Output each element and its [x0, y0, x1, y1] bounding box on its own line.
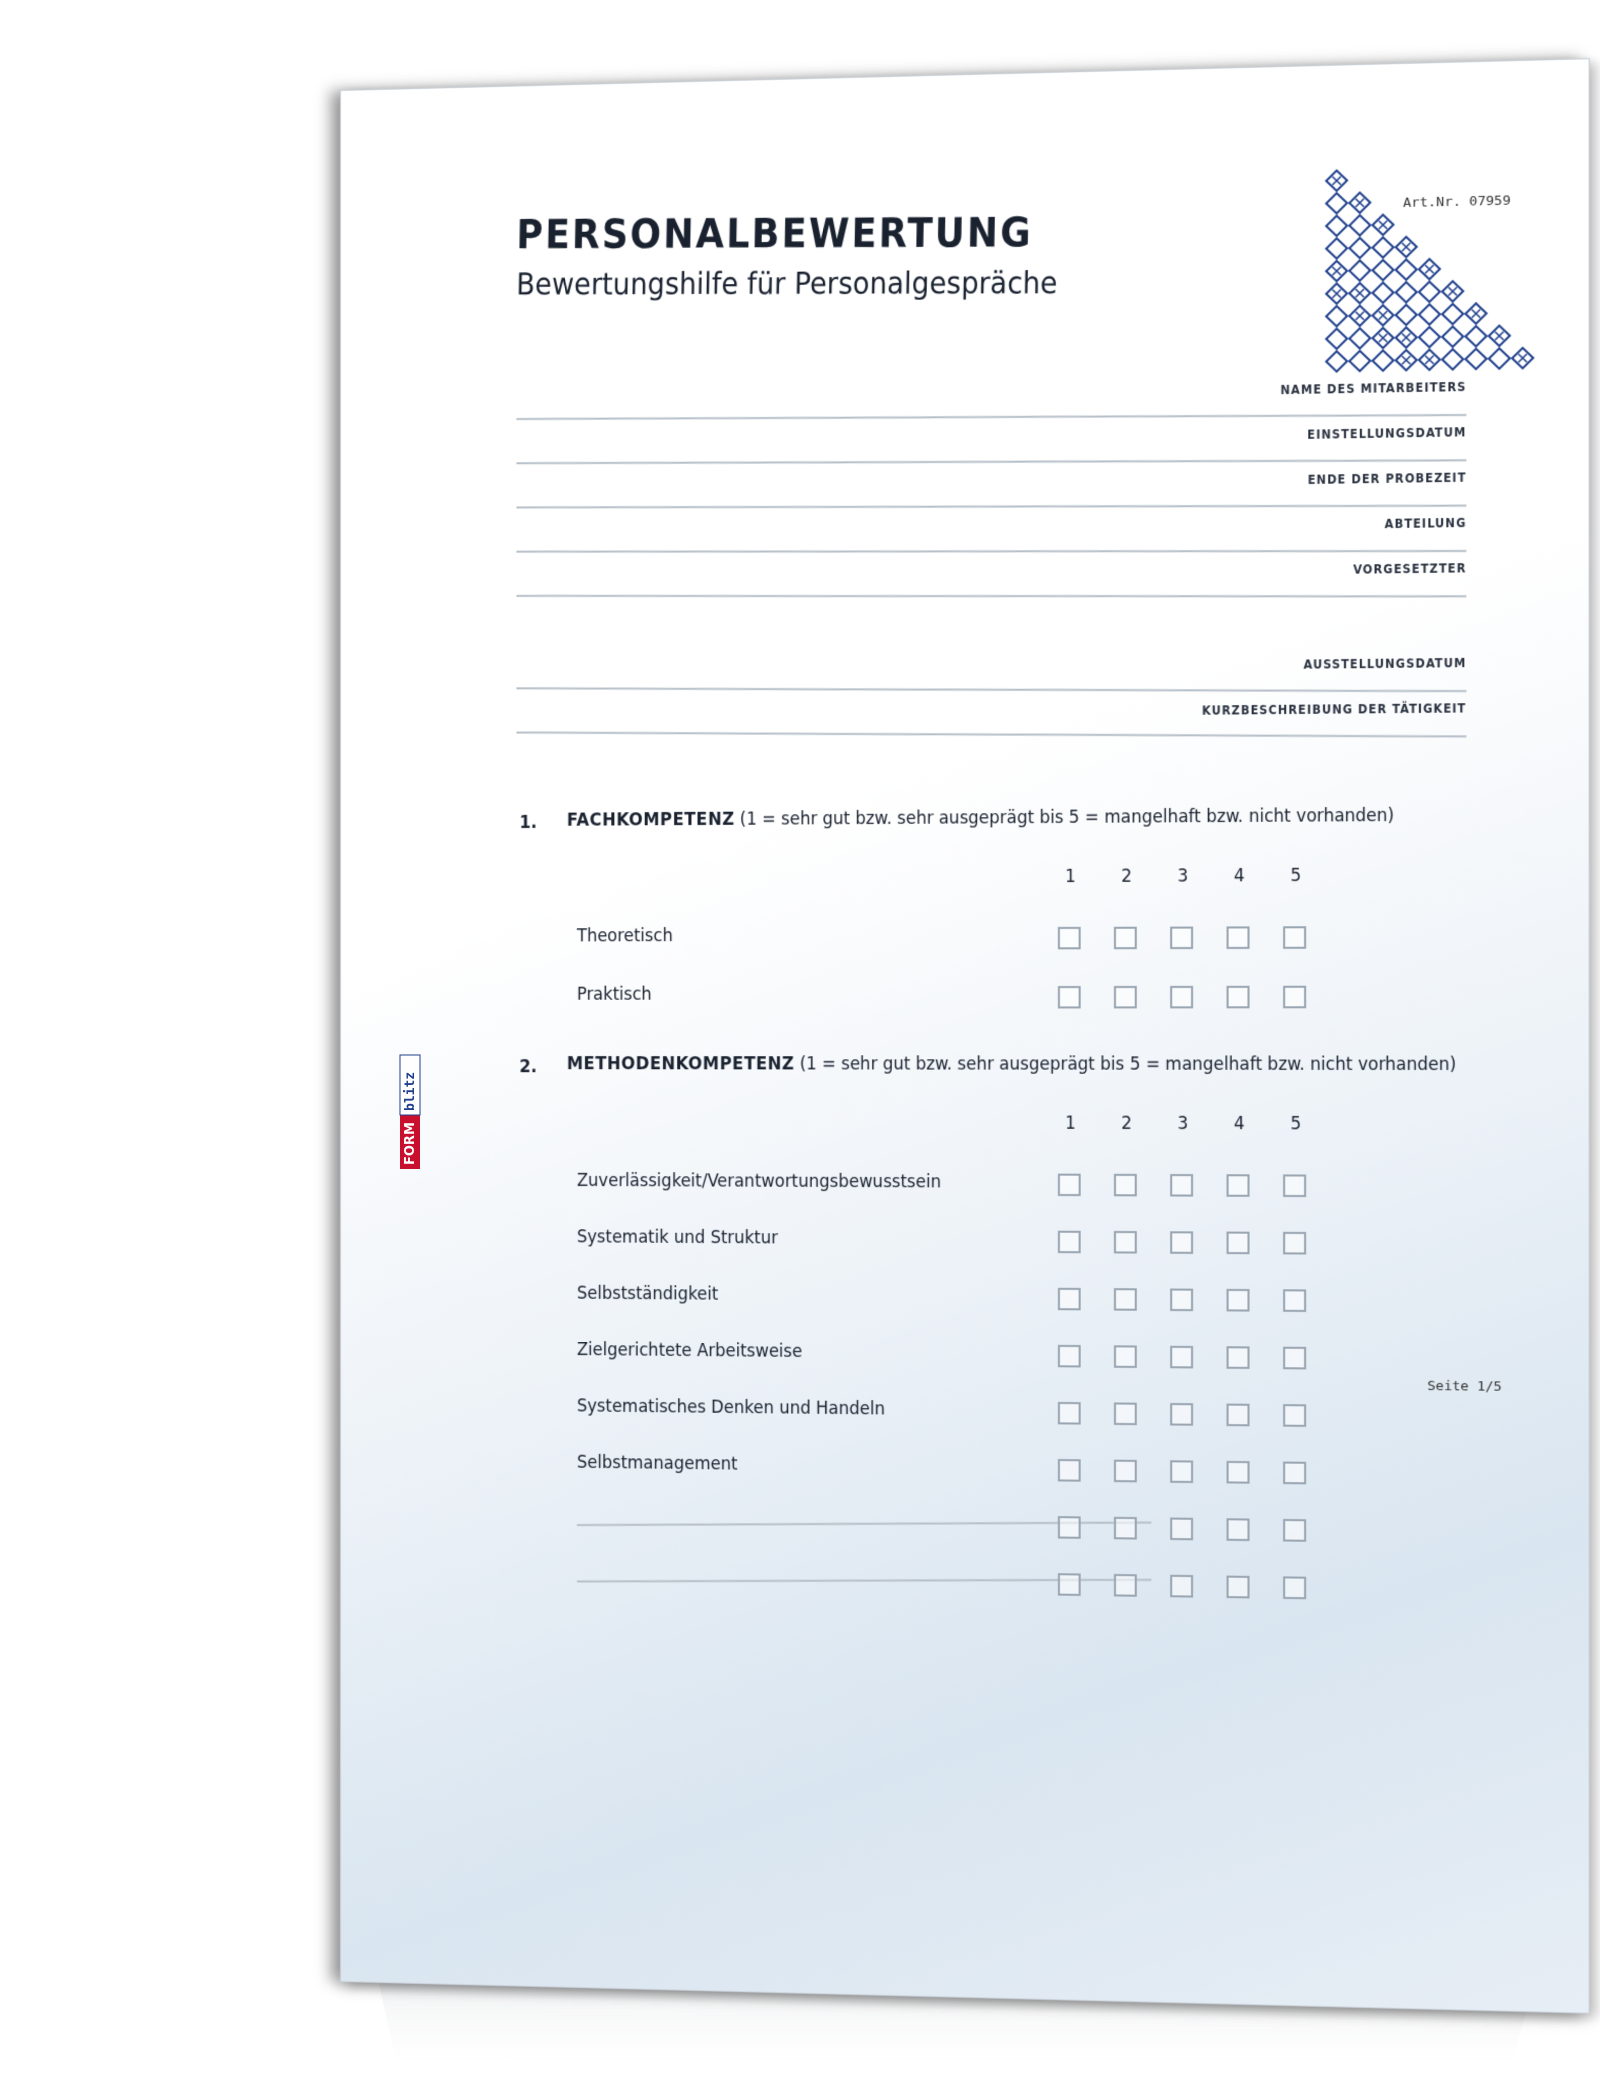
row-label: Selbstständigkeit [576, 1282, 719, 1305]
scale-2: 2 [1121, 865, 1132, 887]
rating-checkbox[interactable] [1170, 1403, 1193, 1426]
rating-checkbox[interactable] [1227, 1518, 1250, 1541]
field-label: KURZBESCHREIBUNG DER TÄTIGKEIT [1202, 701, 1467, 718]
rating-checkbox[interactable] [1283, 1404, 1306, 1427]
scale-3: 3 [1177, 1112, 1189, 1135]
scale-2: 2 [1121, 1112, 1132, 1135]
rating-checkbox[interactable] [1283, 1174, 1306, 1197]
rating-checkbox[interactable] [1114, 1517, 1137, 1540]
rating-checkbox[interactable] [1170, 1575, 1193, 1598]
scale-1: 1 [1065, 1112, 1076, 1134]
document-page [340, 58, 1590, 2014]
section-1-rows [341, 59, 1589, 2012]
rating-checkbox[interactable] [1227, 1576, 1250, 1599]
rating-checkbox[interactable] [1170, 1346, 1193, 1369]
rating-checkbox[interactable] [1058, 927, 1081, 949]
rating-checkbox[interactable] [1114, 1402, 1137, 1425]
rating-checkbox[interactable] [1058, 1459, 1081, 1482]
scale-3: 3 [1177, 865, 1189, 887]
rating-checkbox[interactable] [1114, 1574, 1137, 1597]
rating-checkbox[interactable] [1227, 926, 1250, 949]
rating-checkbox[interactable] [1058, 1231, 1081, 1254]
rating-checkbox[interactable] [1227, 1404, 1250, 1427]
document-subtitle: Bewertungshilfe für Personalgespräche [516, 265, 1058, 303]
rating-checkbox[interactable] [1227, 1289, 1250, 1312]
rating-checkbox[interactable] [1170, 1518, 1193, 1541]
rating-checkbox[interactable] [1283, 926, 1306, 949]
s1-cb [341, 59, 1589, 91]
rating-checkbox[interactable] [1058, 1288, 1081, 1311]
rating-checkbox[interactable] [1283, 1289, 1306, 1312]
logo-text-form: FORM [403, 1122, 418, 1165]
rating-checkbox[interactable] [1283, 1576, 1306, 1599]
rating-checkbox[interactable] [1227, 1461, 1250, 1484]
field-label: VORGESETZTER [1353, 561, 1467, 577]
scale-1: 1 [1065, 865, 1076, 888]
rating-checkbox[interactable] [1114, 927, 1137, 950]
rating-checkbox[interactable] [1283, 1347, 1306, 1370]
scale-4: 4 [1233, 1112, 1245, 1135]
logo-text-blitz: blitz [403, 1071, 418, 1111]
rating-checkbox[interactable] [1170, 927, 1193, 950]
scale-5: 5 [1290, 1112, 1302, 1135]
scale-4: 4 [1233, 864, 1245, 887]
row-label: Theoretisch [576, 925, 673, 947]
rating-checkbox[interactable] [1283, 986, 1306, 1009]
rating-checkbox[interactable] [1170, 1289, 1193, 1312]
rating-checkbox[interactable] [1170, 1460, 1193, 1483]
row-label: Systematisches Denken und Handeln [576, 1395, 886, 1420]
rating-checkbox[interactable] [1170, 1231, 1193, 1254]
row-label: Selbstmanagement [576, 1451, 738, 1475]
rating-checkbox[interactable] [1227, 1174, 1250, 1197]
field-label: ENDE DER PROBEZEIT [1307, 470, 1467, 488]
rating-checkbox[interactable] [1283, 1519, 1306, 1542]
rating-checkbox[interactable] [1114, 1174, 1137, 1197]
article-number: Art.Nr. 07959 [1403, 193, 1511, 212]
rating-checkbox[interactable] [1227, 1346, 1250, 1369]
field-label: EINSTELLUNGSDATUM [1307, 425, 1467, 442]
document-title: PERSONALBEWERTUNG [516, 209, 1034, 259]
section-1-number: 1. [519, 811, 537, 834]
formblitz-logo-icon [398, 1053, 424, 1171]
field-label: ABTEILUNG [1384, 515, 1467, 532]
rating-checkbox[interactable] [1283, 1462, 1306, 1485]
section-2-title: METHODENKOMPETENZ [566, 1053, 795, 1075]
rating-checkbox[interactable] [1058, 1174, 1081, 1197]
row-label: Praktisch [576, 983, 652, 1005]
rating-checkbox[interactable] [1227, 1232, 1250, 1255]
rating-checkbox[interactable] [1058, 1345, 1081, 1368]
section-2-heading [567, 1053, 1456, 1075]
rating-checkbox[interactable] [1114, 1288, 1137, 1311]
rating-checkbox[interactable] [1114, 1345, 1137, 1368]
rating-checkbox[interactable] [1227, 986, 1250, 1009]
row-label: Zuverlässigkeit/Verantwortungsbewusstsein [576, 1169, 942, 1193]
rating-checkbox[interactable] [1114, 1231, 1137, 1254]
rating-checkbox[interactable] [1170, 986, 1193, 1009]
scale-5: 5 [1290, 864, 1302, 887]
row-label: Systematik und Struktur [576, 1226, 778, 1249]
field-label: AUSSTELLUNGSDATUM [1303, 655, 1467, 672]
section-1-title: FACHKOMPETENZ [566, 808, 735, 831]
rating-checkbox[interactable] [1283, 1232, 1306, 1255]
rating-checkbox[interactable] [1058, 1573, 1081, 1596]
rating-checkbox[interactable] [1114, 1460, 1137, 1483]
page-number: Seite 1/5 [1427, 1378, 1502, 1395]
row-label: Zielgerichtete Arbeitsweise [576, 1338, 803, 1363]
section-2-number: 2. [519, 1056, 537, 1078]
rating-checkbox[interactable] [1114, 986, 1137, 1008]
rating-checkbox[interactable] [1058, 1516, 1081, 1539]
section-1-note: (1 = sehr gut bzw. sehr ausgeprägt bis 5 = mangelhaft bzw. nicht vorhanden) [739, 804, 1395, 830]
rating-checkbox[interactable] [1058, 1402, 1081, 1425]
rating-checkbox[interactable] [1170, 1174, 1193, 1197]
section-2-note: (1 = sehr gut bzw. sehr ausgeprägt bis 5 = mangelhaft bzw. nicht vorhanden) [799, 1053, 1457, 1076]
rating-checkbox[interactable] [1058, 986, 1081, 1008]
field-label: NAME DES MITARBEITERS [1280, 379, 1467, 398]
